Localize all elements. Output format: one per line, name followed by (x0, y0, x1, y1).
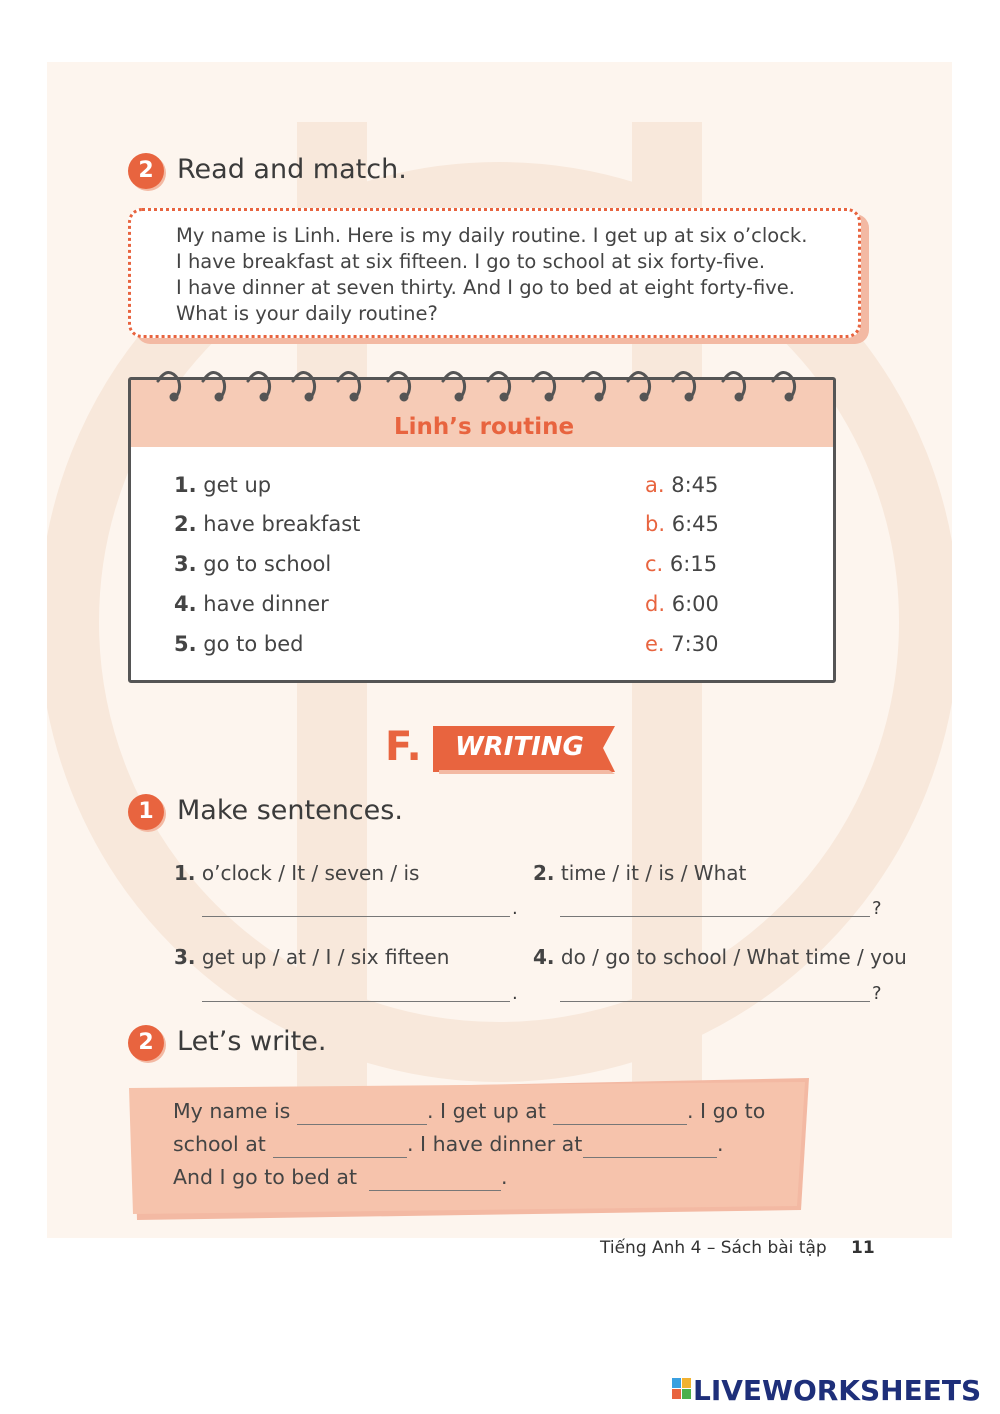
sentence-prompt: 4. do / go to school / What time / you (533, 945, 907, 969)
sentence-prompt: 3. get up / at / I / six fifteen (174, 945, 450, 969)
list-item: 4. have dinner (174, 592, 329, 616)
writing-text: . I get up at (427, 1099, 546, 1123)
answer-line[interactable] (202, 916, 510, 917)
exercise-number-badge: 1 (128, 794, 164, 830)
exercise-number-badge: 2 (128, 1025, 164, 1061)
passage-line: My name is Linh. Here is my daily routine. I get up at six o’clock. (176, 224, 808, 247)
list-item: 5. go to bed (174, 632, 304, 656)
list-item: 3. go to school (174, 552, 332, 576)
exercise-title: Read and match. (177, 154, 407, 185)
liveworksheets-logo-icon (672, 1378, 692, 1400)
list-item: 2. have breakfast (174, 512, 361, 536)
exercise-number-badge: 2 (128, 153, 164, 189)
passage-line: I have dinner at seven thirty. And I go to bed at eight forty-five. (176, 276, 795, 299)
writing-text: . (717, 1132, 724, 1156)
reading-passage (176, 223, 846, 327)
liveworksheets-logo: LIVEWORKSHEETS (693, 1374, 982, 1407)
answer-line[interactable] (560, 1001, 870, 1002)
time-option: a. 8:45 (645, 473, 719, 497)
reading-passage-box (128, 208, 861, 338)
answer-line[interactable] (583, 1157, 717, 1158)
answer-line[interactable] (273, 1157, 407, 1158)
book-title: Tiếng Anh 4 – Sách bài tập (600, 1238, 827, 1258)
answer-line[interactable] (553, 1124, 687, 1125)
writing-text: school at (173, 1132, 266, 1156)
section-letter: F. (385, 724, 422, 770)
writing-text: . I go to (687, 1099, 766, 1123)
sentence-prompt: 2. time / it / is / What (533, 861, 747, 885)
passage-line: I have breakfast at six fifteen. I go to school at six forty-five. (176, 250, 766, 273)
section-label: WRITING (455, 732, 584, 762)
writing-text: . (501, 1165, 508, 1189)
sentence-end-mark: ? (872, 983, 882, 1004)
answer-line[interactable] (560, 916, 870, 917)
sentence-end-mark: . (512, 983, 518, 1004)
sentence-prompt: 1. o’clock / It / seven / is (174, 861, 420, 885)
writing-text: And I go to bed at (173, 1165, 358, 1189)
spiral-binding-icon (148, 361, 828, 411)
writing-box (129, 1078, 819, 1220)
time-option: b. 6:45 (645, 512, 719, 536)
sentence-end-mark: ? (872, 898, 882, 919)
time-option: e. 7:30 (645, 632, 719, 656)
sentence-end-mark: . (512, 898, 518, 919)
answer-line[interactable] (297, 1124, 427, 1125)
exercise-title: Let’s write. (177, 1026, 327, 1057)
answer-line[interactable] (202, 1001, 510, 1002)
writing-text: . I have dinner at (407, 1132, 583, 1156)
time-option: d. 6:00 (645, 592, 719, 616)
notebook-title: Linh’s routine (393, 414, 575, 440)
exercise-title: Make sentences. (177, 795, 403, 826)
answer-line[interactable] (369, 1190, 501, 1191)
writing-text: My name is (173, 1099, 291, 1123)
passage-line: What is your daily routine? (176, 302, 438, 325)
page-number: 11 (851, 1238, 875, 1258)
list-item: 1. get up (174, 473, 272, 497)
time-option: c. 6:15 (645, 552, 718, 576)
